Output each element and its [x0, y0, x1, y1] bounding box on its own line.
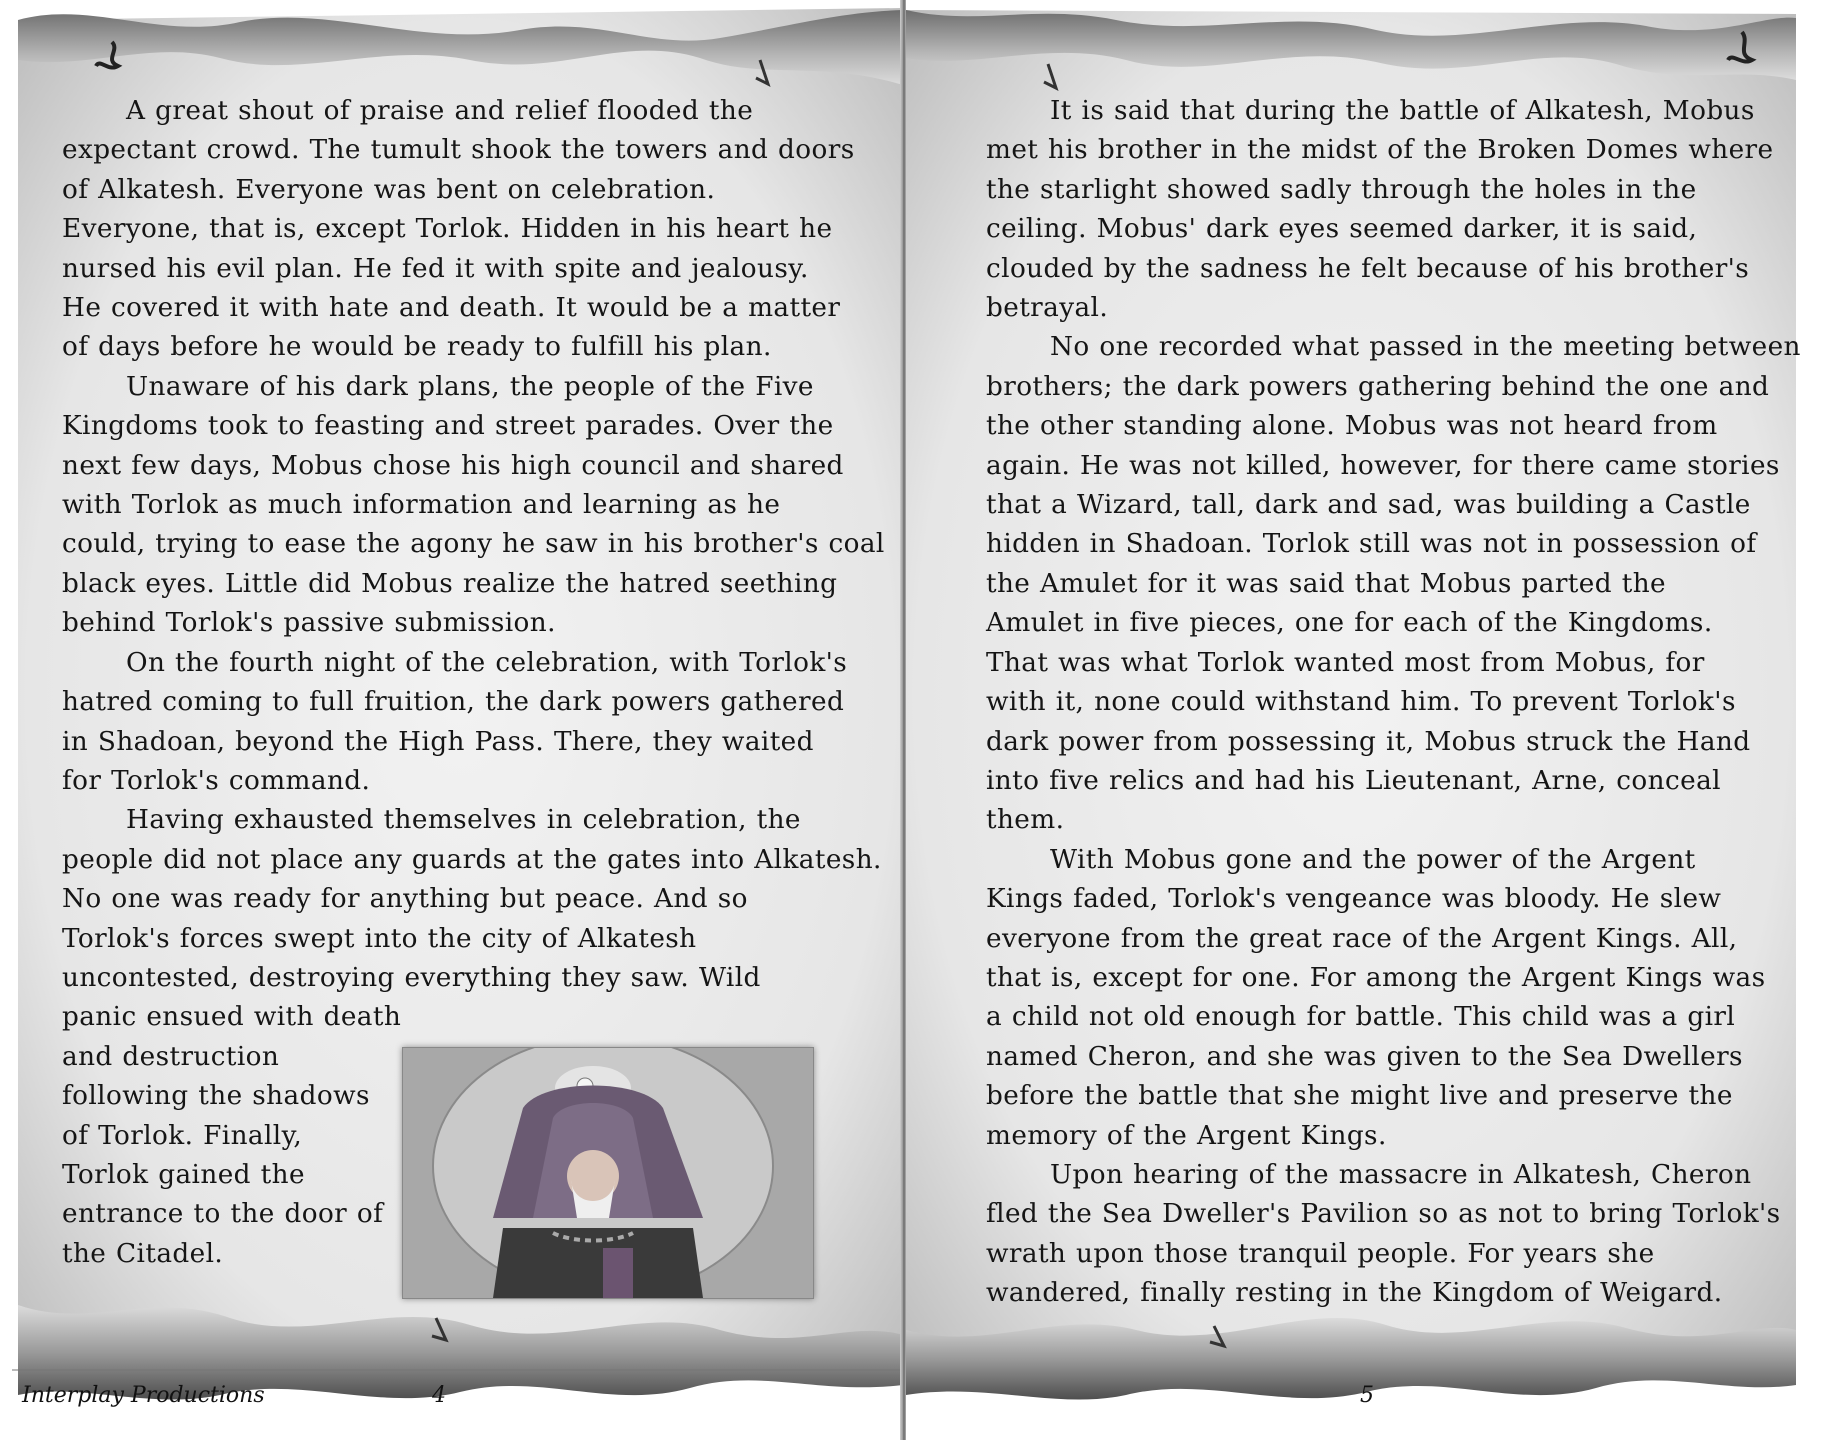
text-line: that a Wizard, tall, dark and sad, was building a Castle: [986, 490, 1751, 521]
text-line: With Mobus gone and the power of the Argent: [1050, 844, 1696, 875]
wizard-illustration: [402, 1047, 814, 1299]
text-line: nursed his evil plan. He fed it with spite and jealousy.: [62, 253, 809, 284]
text-line: memory of the Argent Kings.: [986, 1120, 1387, 1151]
text-line: everyone from the great race of the Argent Kings. All,: [986, 923, 1738, 954]
text-line: Unaware of his dark plans, the people of the Five: [126, 371, 814, 402]
text-line: for Torlok's command.: [62, 765, 371, 796]
text-line: ceiling. Mobus' dark eyes seemed darker, it is said,: [986, 214, 1698, 245]
right-page: [906, 0, 1839, 1440]
text-line: wrath upon those tranquil people. For years she: [986, 1238, 1655, 1269]
text-line: panic ensued with death: [62, 1002, 402, 1033]
text-line: and destruction: [62, 1041, 280, 1072]
text-line: entrance to the door of: [62, 1199, 384, 1230]
text-line: a child not old enough for battle. This child was a girl: [986, 1002, 1736, 1033]
text-line: uncontested, destroying everything they saw. Wild: [62, 962, 761, 993]
text-line: black eyes. Little did Mobus realize the hatred seething: [62, 568, 838, 599]
text-line: He covered it with hate and death. It would be a matter: [62, 293, 841, 324]
text-line: hatred coming to full fruition, the dark powers gathered: [62, 687, 845, 718]
text-line: Having exhausted themselves in celebration, the: [126, 805, 801, 836]
text-line: betrayal.: [986, 293, 1109, 324]
text-line: before the battle that she might live and preserve the: [986, 1081, 1733, 1112]
text-line: A great shout of praise and relief flooded the: [126, 96, 754, 126]
text-line: brothers; the dark powers gathering behind the one and: [986, 371, 1770, 402]
text-line: into five relics and had his Lieutenant, Arne, conceal: [986, 765, 1721, 796]
text-line: again. He was not killed, however, for there came stories: [986, 450, 1780, 481]
text-line: next few days, Mobus chose his high council and shared: [62, 450, 844, 481]
text-line: On the fourth night of the celebration, with Torlok's: [126, 647, 848, 678]
text-line: It is said that during the battle of Alkatesh, Mobus: [1050, 96, 1755, 126]
text-line: dark power from possessing it, Mobus struck the Hand: [986, 726, 1751, 757]
text-line: them.: [986, 805, 1065, 836]
left-page: [0, 0, 903, 1440]
text-line: clouded by the sadness he felt because of his brother's: [986, 253, 1750, 284]
text-line: could, trying to ease the agony he saw in his brother's coal: [62, 529, 885, 560]
text-line: hidden in Shadoan. Torlok still was not in possession of: [986, 529, 1757, 560]
text-line: That was what Torlok wanted most from Mobus, for: [986, 647, 1705, 678]
text-line: the Amulet for it was said that Mobus parted the: [986, 568, 1666, 599]
text-line: fled the Sea Dweller's Pavilion so as not to bring Torlok's: [986, 1199, 1781, 1230]
text-line: Amulet in five pieces, one for each of the Kingdoms.: [986, 608, 1713, 639]
right-page-text: [986, 92, 1806, 1314]
text-line: Torlok gained the: [62, 1159, 305, 1190]
text-line: No one was ready for anything but peace. And so: [62, 884, 748, 915]
text-line: behind Torlok's passive submission.: [62, 608, 556, 639]
page-number-right: 5: [1360, 1383, 1374, 1408]
text-line: in Shadoan, beyond the High Pass. There, they waited: [62, 726, 814, 757]
text-line: of Torlok. Finally,: [62, 1120, 303, 1151]
footer-credit: Interplay Productions: [22, 1383, 265, 1408]
text-line: expectant crowd. The tumult shook the towers and doors: [62, 135, 855, 166]
text-line: Kings faded, Torlok's vengeance was bloody. He slew: [986, 884, 1722, 915]
text-line: people did not place any guards at the gates into Alkatesh.: [62, 844, 882, 875]
text-line: No one recorded what passed in the meeting between: [1050, 332, 1801, 363]
text-line: Everyone, that is, except Torlok. Hidden in his heart he: [62, 214, 833, 245]
text-line: wandered, finally resting in the Kingdom of Weigard.: [986, 1278, 1723, 1309]
text-line: with it, none could withstand him. To prevent Torlok's: [986, 687, 1736, 718]
text-line: with Torlok as much information and learning as he: [62, 490, 781, 521]
text-line: the starlight showed sadly through the holes in the: [986, 174, 1697, 205]
text-line: following the shadows: [62, 1081, 370, 1112]
text-line: Kingdoms took to feasting and street parades. Over the: [62, 411, 834, 442]
text-line: the other standing alone. Mobus was not heard from: [986, 411, 1718, 442]
text-line: Upon hearing of the massacre in Alkatesh, Cheron: [1050, 1159, 1752, 1190]
text-line: of days before he would be ready to fulfill his plan.: [62, 332, 772, 363]
text-line: of Alkatesh. Everyone was bent on celebration.: [62, 174, 716, 205]
text-line: named Cheron, and she was given to the Sea Dwellers: [986, 1041, 1743, 1072]
text-line: met his brother in the midst of the Broken Domes where: [986, 135, 1774, 166]
page-number-left: 4: [432, 1383, 446, 1408]
text-line: Torlok's forces swept into the city of Alkatesh: [62, 923, 697, 954]
text-line: that is, except for one. For among the Argent Kings was: [986, 962, 1766, 993]
text-line: the Citadel.: [62, 1238, 224, 1269]
